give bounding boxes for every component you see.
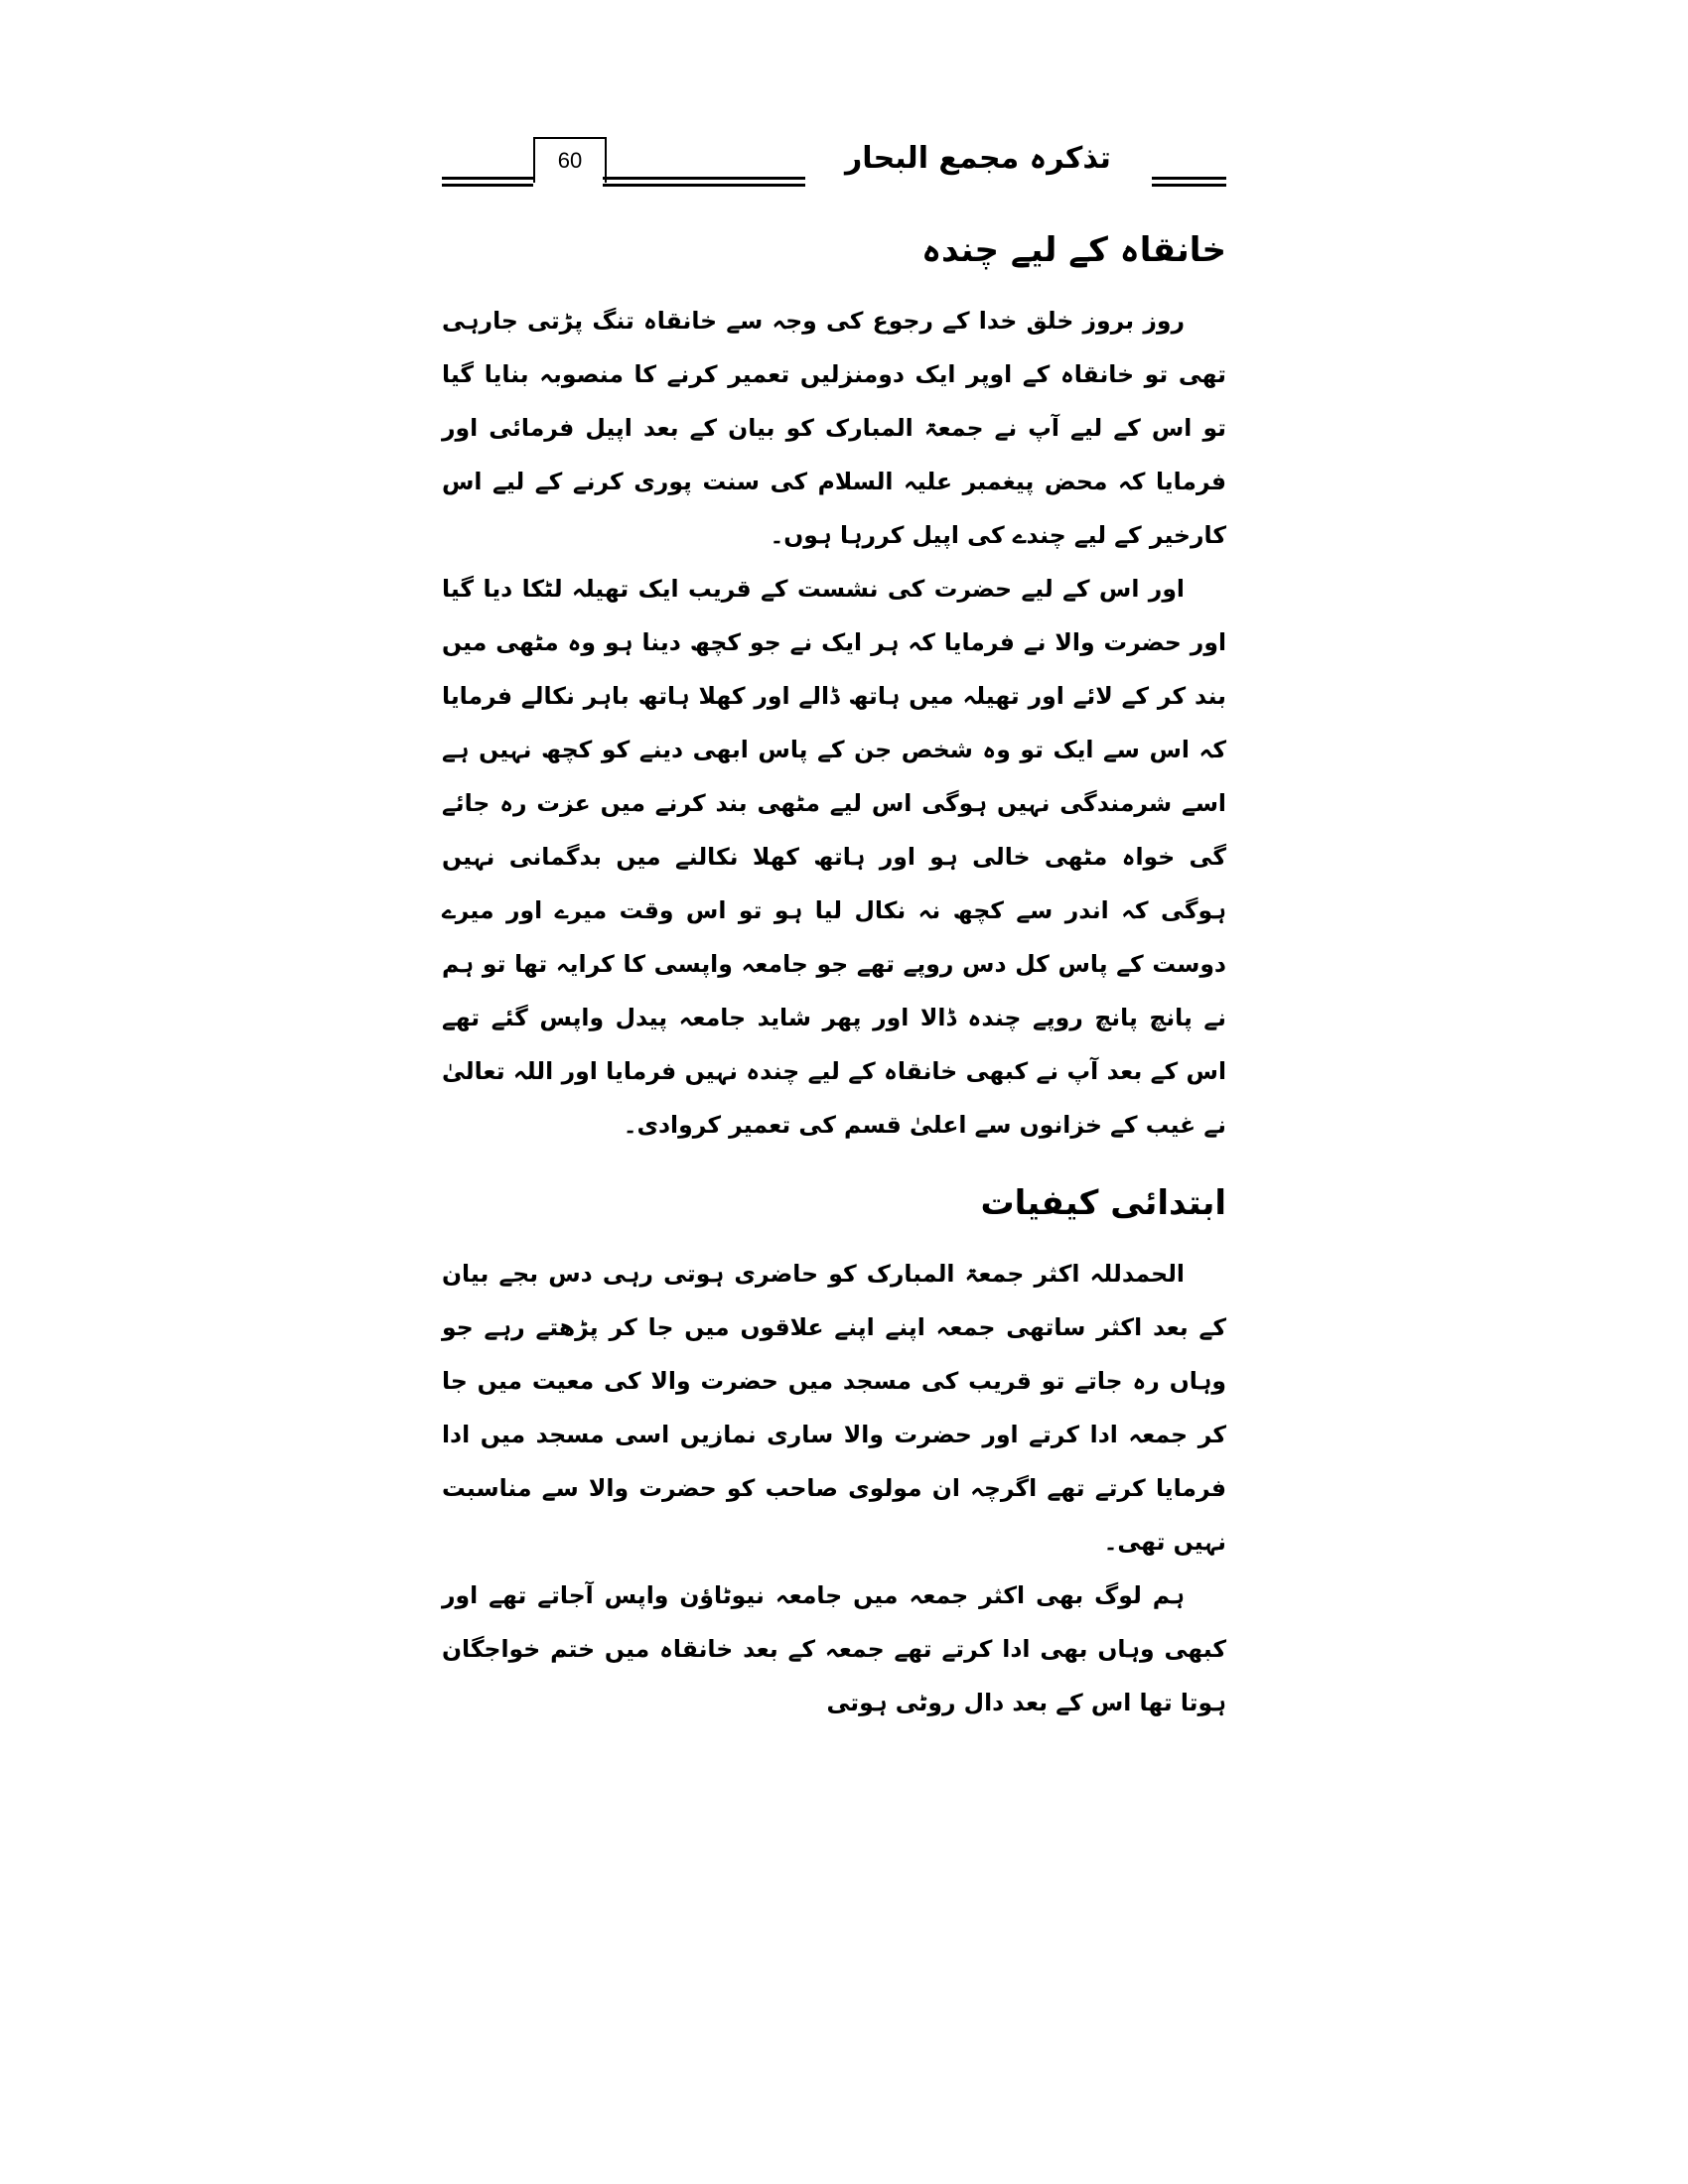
paragraph: ہم لوگ بھی اکثر جمعہ میں جامعہ نیوٹاؤن واپس آجاتے تھے اور کبھی وہاں بھی ادا کرتے تھے جمعہ کے بعد خانقاہ میں ختم خواجگان ہوتا تھا اس کے بعد دال روٹی ہوتی — [442, 1581, 1226, 1716]
page-header — [442, 137, 1226, 197]
running-title: تذکرہ مجمع البحار — [845, 141, 1111, 176]
header-rule-middle — [603, 177, 805, 187]
page-number: 60 — [533, 137, 607, 183]
section-heading-early-states: ابتدائی کیفیات — [980, 1183, 1226, 1223]
section-heading-donation: خانقاہ کے لیے چندہ — [921, 230, 1226, 270]
paragraph: اور اس کے لیے حضرت کی نشست کے قریب ایک تھیلہ لٹکا دیا گیا اور حضرت والا نے فرمایا کہ ہر ایک نے جو کچھ دینا ہو وہ مٹھی میں بند کر کے لائے اور تھیلہ میں ہاتھ ڈالے اور کھلا ہاتھ باہر نکالے فرمایا کہ اس سے ایک تو وہ شخص جن کے پاس ابھی دینے کو کچھ نہیں ہے اسے شرمندگی نہیں ہوگی اس لیے مٹھی بند کرنے میں عزت رہ جائے گی خواہ مٹھی خالی ہو اور ہاتھ کھلا نکالنے میں بدگمانی نہیں ہوگی کہ اندر سے کچھ نہ نکال لیا ہو تو اس وقت میرے اور میرے دوست کے پاس کل دس روپے تھے جو جامعہ واپسی کا کرایہ تھا تو ہم نے پانچ پانچ روپے چندہ ڈالا اور پھر شاید جامعہ پیدل واپس گئے تھے اس کے بعد آپ نے کبھی خانقاہ کے لیے چندہ نہیں فرمایا اور اللہ تعالیٰ نے غیب کے خزانوں سے اعلیٰ قسم کی تعمیر کروادی۔ — [442, 575, 1226, 1139]
paragraph: روز بروز خلق خدا کے رجوع کی وجہ سے خانقاہ تنگ پڑتی جارہی تھی تو خانقاہ کے اوپر ایک دومنزلیں تعمیر کرنے کا منصوبہ بنایا گیا تو اس کے لیے آپ نے جمعۃ المبارک کو بیان کے بعد اپیل فرمائی اور فرمایا کہ محض پیغمبر علیہ السلام کی سنت پوری کرنے کے لیے اس کارخیر کے لیے چندے کی اپیل کررہا ہوں۔ — [442, 307, 1226, 549]
header-rule-right — [1152, 177, 1226, 187]
page-content — [442, 220, 1226, 1729]
paragraph: الحمدللہ اکثر جمعۃ المبارک کو حاضری ہوتی رہی دس بجے بیان کے بعد اکثر ساتھی جمعہ اپنے اپنے علاقوں میں جا کر پڑھتے رہے جو وہاں رہ جاتے تو قریب کی مسجد میں حضرت والا کی معیت میں جا کر جمعہ ادا کرتے اور حضرت والا ساری نمازیں اسی مسجد میں ادا فرمایا کرتے تھے اگرچہ ان مولوی صاحب کو حضرت والا سے مناسبت نہیں تھی۔ — [442, 1260, 1226, 1556]
header-rule-left — [442, 177, 533, 187]
